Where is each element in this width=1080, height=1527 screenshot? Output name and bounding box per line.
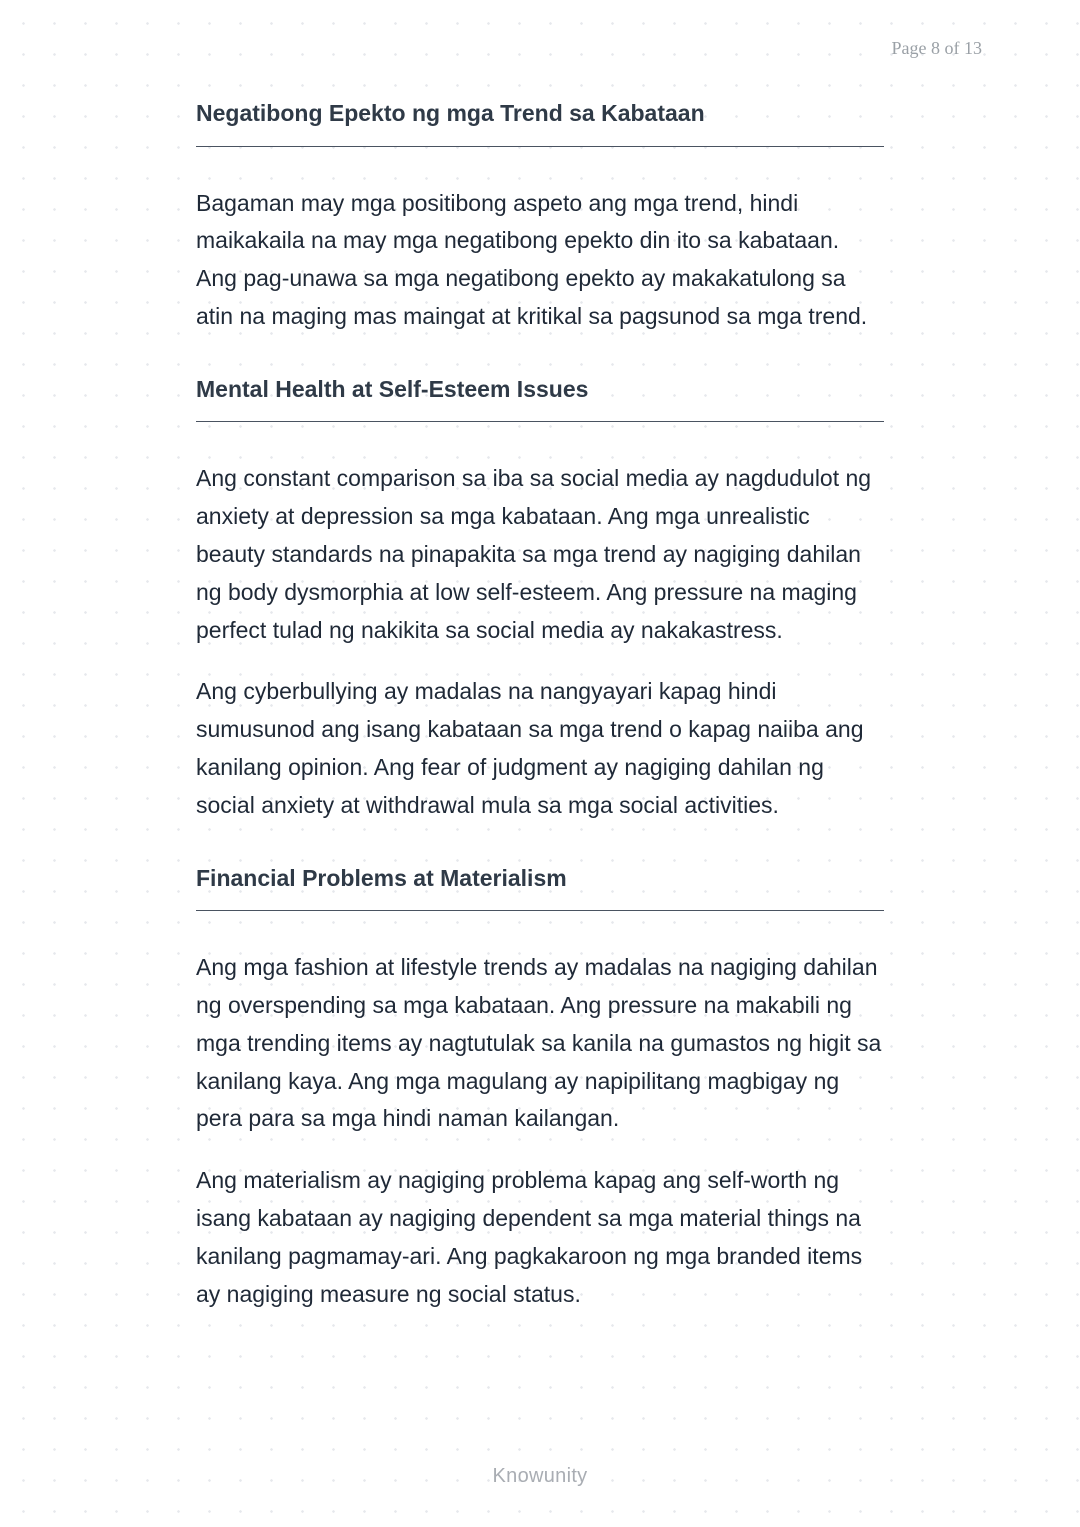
footer-brand-logo: Knowunity: [492, 1465, 588, 1487]
paragraph: Ang mga fashion at lifestyle trends ay madalas na nagiging dahilan ng overspending sa mga kabataan. Ang pressure na makabili ng mga trending items ay nagtutulak sa kanila na gumastos ng higit sa kanilang kaya. Ang mga magulang ay napipilitang magbigay ng pera para sa mga hindi naman kailangan.: [196, 954, 882, 1132]
section-title: Mental Health at Self-Esteem Issues: [196, 376, 884, 423]
section-mental-health: [196, 376, 884, 825]
section-financial-problems: [196, 865, 884, 1314]
section-title: Financial Problems at Materialism: [196, 865, 884, 912]
paragraph: Ang materialism ay nagiging problema kapag ang self-worth ng isang kabataan ay nagiging dependent sa mga material things na kanilang pagmamay-ari. Ang pagkakaroon ng mga branded items ay nagiging measure ng social status.: [196, 1167, 863, 1307]
section-title: Negatibong Epekto ng mga Trend sa Kabataan: [196, 100, 884, 147]
section-negative-effects: [196, 100, 884, 336]
paragraph: Ang cyberbullying ay madalas na nangyayari kapag hindi sumusunod ang isang kabataan sa mga trend o kapag naiiba ang kanilang opinion. Ang fear of judgment ay nagiging dahilan ng social anxiety at withdrawal mula sa mga social activities.: [196, 678, 864, 818]
paragraph: Bagaman may mga positibong aspeto ang mga trend, hindi maikakaila na may mga negatibong epekto din ito sa kabataan. Ang pag-unawa sa mga negatibong epekto ay makakatulong sa atin na maging mas maingat at kritikal sa pagsunod sa mga trend.: [196, 189, 868, 329]
page-number: Page 8 of 13: [891, 38, 982, 58]
document-content: [196, 100, 884, 1337]
paragraph: Ang constant comparison sa iba sa social media ay nagdudulot ng anxiety at depression sa mga kabataan. Ang mga unrealistic beauty standards na pinapakita sa mga trend ay nagiging dahilan ng body dysmorphia at low self-esteem. Ang pressure na maging perfect tulad ng nakikita sa social media ay nakakastress.: [196, 465, 872, 643]
